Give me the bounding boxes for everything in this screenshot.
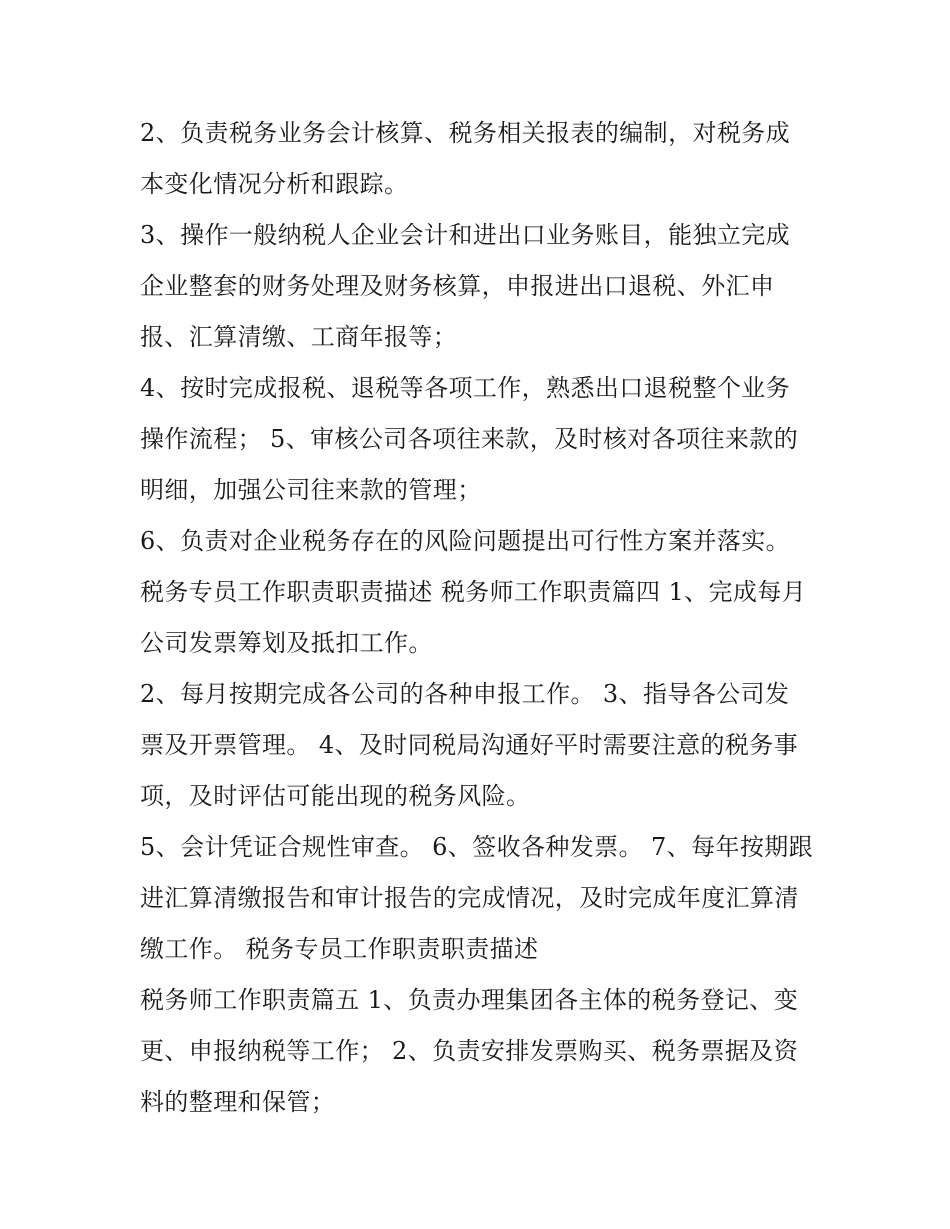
text-line: 税务专员工作职责职责描述 税务师工作职责篇四 1、完成每月 [140, 578, 807, 606]
text-line: 2、负责税务业务会计核算、税务相关报表的编制，对税务成 [140, 119, 791, 147]
text-line: 更、申报纳税等工作； 2、负责安排发票购买、税务票据及资 [140, 1037, 799, 1065]
text-line: 项，及时评估可能出现的税务风险。 [140, 782, 531, 810]
text-line: 公司发票筹划及抵扣工作。 [140, 629, 433, 657]
text-line: 本变化情况分析和跟踪。 [140, 170, 409, 198]
text-line: 4、按时完成报税、退税等各项工作，熟悉出口退税整个业务 [140, 374, 791, 402]
text-line: 操作流程； 5、审核公司各项往来款，及时核对各项往来款的 [140, 425, 799, 453]
text-line: 5、会计凭证合规性审查。 6、签收各种发票。 7、每年按期跟 [140, 833, 814, 861]
text-line: 2、每月按期完成各公司的各种申报工作。 3、指导各公司发 [140, 680, 790, 708]
text-line: 报、汇算清缴、工商年报等； [140, 323, 458, 351]
text-line: 明细，加强公司往来款的管理； [140, 476, 482, 504]
text-line: 企业整套的财务处理及财务核算，申报进出口退税、外汇申 [140, 272, 775, 300]
text-line: 料的整理和保管； [140, 1088, 336, 1116]
document-body [140, 108, 820, 1128]
text-line: 6、负责对企业税务存在的风险问题提出可行性方案并落实。 [140, 527, 791, 555]
text-line: 缴工作。 税务专员工作职责职责描述 [140, 935, 539, 963]
text-line: 税务师工作职责篇五 1、负责办理集团各主体的税务登记、变 [140, 986, 799, 1014]
text-line: 进汇算清缴报告和审计报告的完成情况，及时完成年度汇算清 [140, 884, 799, 912]
text-line: 3、操作一般纳税人企业会计和进出口业务账目，能独立完成 [140, 221, 791, 249]
text-line: 票及开票管理。 4、及时同税局沟通好平时需要注意的税务事 [140, 731, 799, 759]
